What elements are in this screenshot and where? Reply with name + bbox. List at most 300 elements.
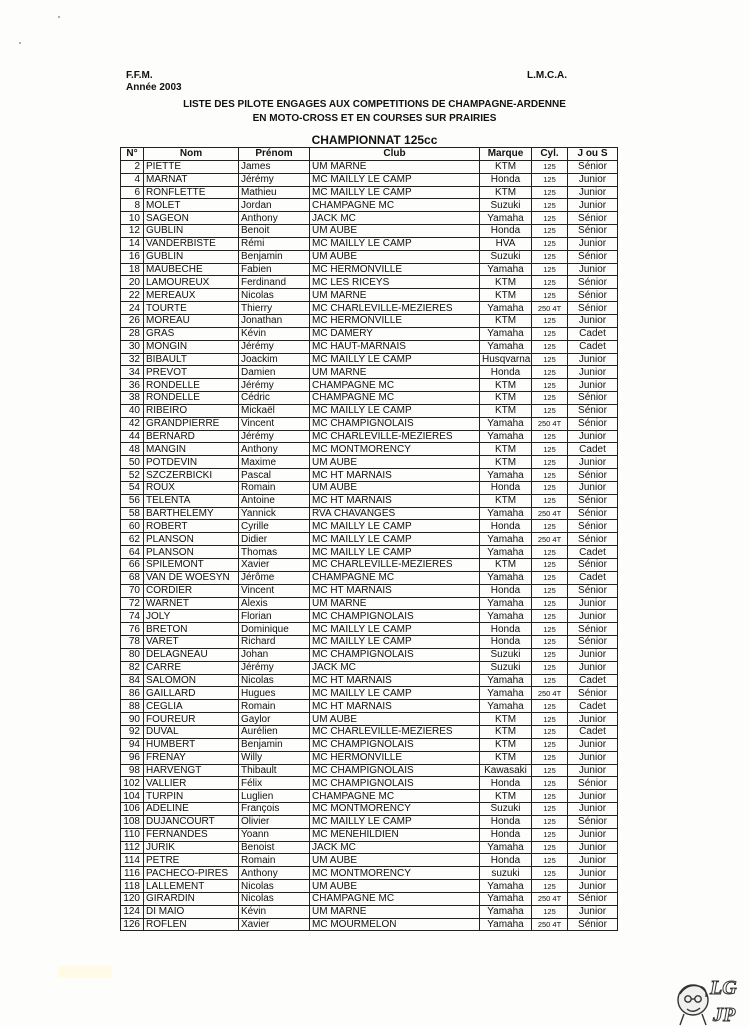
table-row [121, 674, 618, 687]
cell-first-name: Anthony [239, 867, 310, 880]
cell-number: 112 [121, 841, 144, 854]
cell-club: MC MAILLY LE CAMP [310, 533, 480, 546]
cell-category: Junior [568, 430, 618, 443]
cell-first-name: François [239, 803, 310, 816]
cell-club: MC MAILLY LE CAMP [310, 520, 480, 533]
cell-displacement: 125 [532, 520, 568, 533]
cell-first-name: Nicolas [239, 892, 310, 905]
cell-number: 114 [121, 854, 144, 867]
cell-club: MC HT MARNAIS [310, 494, 480, 507]
scan-speck [58, 16, 60, 18]
cell-first-name: Hugues [239, 687, 310, 700]
cell-last-name: MARNAT [144, 173, 239, 186]
cell-number: 40 [121, 404, 144, 417]
cell-club: MC CHAMPIGNOLAIS [310, 648, 480, 661]
cell-last-name: GAILLARD [144, 687, 239, 700]
cell-number: 80 [121, 648, 144, 661]
table-row [121, 520, 618, 533]
table-row [121, 379, 618, 392]
cell-club: MC HAUT-MARNAIS [310, 340, 480, 353]
cell-last-name: CORDIER [144, 584, 239, 597]
cell-number: 36 [121, 379, 144, 392]
logo-text-bottom: JP [713, 1004, 736, 1026]
cell-brand: KTM [480, 456, 532, 469]
cell-category: Cadet [568, 443, 618, 456]
riders-table [120, 147, 618, 931]
cell-club: MC MOURMELON [310, 918, 480, 931]
cell-first-name: Vincent [239, 584, 310, 597]
cell-displacement: 125 [532, 212, 568, 225]
cell-displacement: 125 [532, 173, 568, 186]
cell-brand: Yamaha [480, 700, 532, 713]
cell-last-name: MAUBECHE [144, 263, 239, 276]
cell-club: CHAMPAGNE MC [310, 199, 480, 212]
table-row [121, 417, 618, 430]
table-row [121, 481, 618, 494]
cell-number: 20 [121, 276, 144, 289]
cell-category: Junior [568, 314, 618, 327]
cell-club: RVA CHAVANGES [310, 507, 480, 520]
cell-displacement: 125 [532, 430, 568, 443]
table-row [121, 160, 618, 173]
table-row [121, 815, 618, 828]
cell-category: Sénior [568, 636, 618, 649]
cell-last-name: POTDEVIN [144, 456, 239, 469]
cell-last-name: RONDELLE [144, 379, 239, 392]
cell-club: UM MARNE [310, 366, 480, 379]
cell-number: 94 [121, 738, 144, 751]
cell-last-name: HUMBERT [144, 738, 239, 751]
table-row [121, 623, 618, 636]
cell-displacement: 125 [532, 199, 568, 212]
federation-header [126, 70, 182, 94]
cell-club: MC HT MARNAIS [310, 584, 480, 597]
cell-number: 32 [121, 353, 144, 366]
cell-displacement: 125 [532, 610, 568, 623]
cell-first-name: Fabien [239, 263, 310, 276]
cell-first-name: Nicolas [239, 289, 310, 302]
cell-first-name: Willy [239, 751, 310, 764]
cell-club: CHAMPAGNE MC [310, 571, 480, 584]
table-row [121, 507, 618, 520]
cell-number: 38 [121, 392, 144, 405]
cell-first-name: Jérémy [239, 430, 310, 443]
cell-last-name: GRANDPIERRE [144, 417, 239, 430]
table-row [121, 353, 618, 366]
table-row [121, 443, 618, 456]
cell-displacement: 125 [532, 623, 568, 636]
cell-category: Junior [568, 366, 618, 379]
cell-category: Junior [568, 379, 618, 392]
cell-last-name: DUJANCOURT [144, 815, 239, 828]
cell-category: Cadet [568, 674, 618, 687]
table-row [121, 725, 618, 738]
cell-brand: Yamaha [480, 597, 532, 610]
cell-brand: Yamaha [480, 880, 532, 893]
cell-category: Sénior [568, 302, 618, 315]
cell-last-name: PACHECO-PIRES [144, 867, 239, 880]
cell-category: Junior [568, 764, 618, 777]
cell-last-name: SZCZERBICKI [144, 469, 239, 482]
cell-displacement: 125 [532, 854, 568, 867]
cell-brand: Honda [480, 777, 532, 790]
cell-first-name: Jonathan [239, 314, 310, 327]
cell-displacement: 125 [532, 815, 568, 828]
table-row [121, 327, 618, 340]
table-row [121, 687, 618, 700]
table-row [121, 225, 618, 238]
cell-brand: KTM [480, 186, 532, 199]
cell-number: 92 [121, 725, 144, 738]
table-row [121, 610, 618, 623]
cell-first-name: Johan [239, 648, 310, 661]
cell-displacement: 125 [532, 700, 568, 713]
cell-last-name: TURPIN [144, 790, 239, 803]
cell-category: Sénior [568, 469, 618, 482]
table-row [121, 212, 618, 225]
cell-number: 106 [121, 803, 144, 816]
cell-displacement: 125 [532, 713, 568, 726]
cell-club: MC HT MARNAIS [310, 469, 480, 482]
cell-displacement: 125 [532, 597, 568, 610]
col-header-first-name: Prénom [239, 148, 310, 161]
scan-speck [19, 42, 21, 44]
table-row [121, 173, 618, 186]
table-row [121, 546, 618, 559]
cell-last-name: WARNET [144, 597, 239, 610]
cell-displacement: 250 4T [532, 918, 568, 931]
cell-displacement: 125 [532, 841, 568, 854]
cell-category: Junior [568, 905, 618, 918]
cell-first-name: Kévin [239, 327, 310, 340]
cell-number: 8 [121, 199, 144, 212]
cell-brand: KTM [480, 751, 532, 764]
cell-category: Junior [568, 880, 618, 893]
table-row [121, 456, 618, 469]
cell-displacement: 250 4T [532, 507, 568, 520]
cell-number: 98 [121, 764, 144, 777]
table-header-row [121, 148, 618, 161]
cell-last-name: MEREAUX [144, 289, 239, 302]
cell-number: 62 [121, 533, 144, 546]
cell-first-name: Vincent [239, 417, 310, 430]
table-row [121, 597, 618, 610]
cell-last-name: RIBEIRO [144, 404, 239, 417]
table-row [121, 636, 618, 649]
cell-displacement: 125 [532, 867, 568, 880]
cell-first-name: Alexis [239, 597, 310, 610]
cell-number: 82 [121, 661, 144, 674]
table-row [121, 828, 618, 841]
col-header-club: Club [310, 148, 480, 161]
cell-first-name: Jérémy [239, 661, 310, 674]
cell-club: MC MONTMORENCY [310, 443, 480, 456]
cell-club: MC MAILLY LE CAMP [310, 623, 480, 636]
cell-brand: Yamaha [480, 417, 532, 430]
cell-category: Junior [568, 854, 618, 867]
cell-brand: Suzuki [480, 199, 532, 212]
cell-last-name: JURIK [144, 841, 239, 854]
cell-last-name: FERNANDES [144, 828, 239, 841]
cell-brand: Honda [480, 481, 532, 494]
table-row [121, 700, 618, 713]
cell-category: Junior [568, 597, 618, 610]
cell-displacement: 125 [532, 314, 568, 327]
cell-category: Sénior [568, 687, 618, 700]
cell-brand: Honda [480, 636, 532, 649]
table-row [121, 263, 618, 276]
cell-last-name: GIRARDIN [144, 892, 239, 905]
table-row [121, 738, 618, 751]
cell-number: 116 [121, 867, 144, 880]
table-row [121, 404, 618, 417]
cell-number: 90 [121, 713, 144, 726]
cell-last-name: GUBLIN [144, 250, 239, 263]
cell-displacement: 125 [532, 725, 568, 738]
cell-displacement: 125 [532, 828, 568, 841]
cell-first-name: Dominique [239, 623, 310, 636]
cell-first-name: Didier [239, 533, 310, 546]
cell-last-name: DUVAL [144, 725, 239, 738]
cell-displacement: 125 [532, 546, 568, 559]
cell-brand: Suzuki [480, 648, 532, 661]
cell-category: Junior [568, 610, 618, 623]
cell-club: MC HERMONVILLE [310, 751, 480, 764]
cell-displacement: 125 [532, 494, 568, 507]
table-row [121, 713, 618, 726]
federation-name: F.F.M. [126, 70, 153, 81]
cell-category: Junior [568, 648, 618, 661]
cell-last-name: FRENAY [144, 751, 239, 764]
cell-club: UM AUBE [310, 481, 480, 494]
cell-number: 68 [121, 571, 144, 584]
cell-last-name: VALLIER [144, 777, 239, 790]
cell-first-name: Romain [239, 481, 310, 494]
table-row [121, 199, 618, 212]
cell-club: MC MAILLY LE CAMP [310, 687, 480, 700]
cell-last-name: ROFLEN [144, 918, 239, 931]
cell-club: MC CHAMPIGNOLAIS [310, 764, 480, 777]
cell-club: MC HERMONVILLE [310, 263, 480, 276]
cell-number: 108 [121, 815, 144, 828]
cell-brand: KTM [480, 790, 532, 803]
cell-club: MC MONTMORENCY [310, 803, 480, 816]
cell-brand: KTM [480, 738, 532, 751]
cell-displacement: 125 [532, 250, 568, 263]
cell-brand: KTM [480, 725, 532, 738]
cell-category: Sénior [568, 404, 618, 417]
cell-brand: Yamaha [480, 674, 532, 687]
cell-first-name: Mickaël [239, 404, 310, 417]
cell-displacement: 125 [532, 905, 568, 918]
cell-category: Junior [568, 263, 618, 276]
table-row [121, 250, 618, 263]
cell-category: Junior [568, 353, 618, 366]
cell-number: 18 [121, 263, 144, 276]
col-header-displacement: Cyl. [532, 148, 568, 161]
cell-last-name: BIBAULT [144, 353, 239, 366]
cell-number: 6 [121, 186, 144, 199]
cell-category: Cadet [568, 700, 618, 713]
cell-last-name: RONDELLE [144, 392, 239, 405]
cell-category: Junior [568, 867, 618, 880]
cell-number: 22 [121, 289, 144, 302]
cell-displacement: 125 [532, 674, 568, 687]
cell-club: MC HT MARNAIS [310, 674, 480, 687]
cell-brand: Yamaha [480, 892, 532, 905]
cell-displacement: 125 [532, 584, 568, 597]
cell-club: CHAMPAGNE MC [310, 379, 480, 392]
cell-brand: Yamaha [480, 469, 532, 482]
table-row [121, 366, 618, 379]
cell-category: Sénior [568, 520, 618, 533]
cell-club: MC CHAMPIGNOLAIS [310, 738, 480, 751]
cell-club: MC HERMONVILLE [310, 314, 480, 327]
cell-club: MC MAILLY LE CAMP [310, 546, 480, 559]
cell-brand: KTM [480, 276, 532, 289]
cell-brand: Yamaha [480, 507, 532, 520]
cell-club: MC MAILLY LE CAMP [310, 237, 480, 250]
cell-last-name: BRETON [144, 623, 239, 636]
cell-category: Sénior [568, 584, 618, 597]
cell-brand: HVA [480, 237, 532, 250]
cell-first-name: Anthony [239, 443, 310, 456]
cell-club: MC MENEHILDIEN [310, 828, 480, 841]
cell-number: 4 [121, 173, 144, 186]
cell-brand: KTM [480, 494, 532, 507]
cell-first-name: Anthony [239, 212, 310, 225]
cell-displacement: 125 [532, 481, 568, 494]
cell-last-name: VAN DE WOESYN [144, 571, 239, 584]
cell-last-name: ROUX [144, 481, 239, 494]
cell-first-name: Benoit [239, 225, 310, 238]
cell-brand: Yamaha [480, 905, 532, 918]
cell-number: 104 [121, 790, 144, 803]
cell-last-name: SAGEON [144, 212, 239, 225]
cell-number: 64 [121, 546, 144, 559]
cell-displacement: 250 4T [532, 302, 568, 315]
cell-displacement: 125 [532, 404, 568, 417]
cell-club: MC CHAMPIGNOLAIS [310, 610, 480, 623]
cell-brand: Suzuki [480, 803, 532, 816]
cell-first-name: James [239, 160, 310, 173]
table-row [121, 841, 618, 854]
cell-brand: KTM [480, 392, 532, 405]
cell-number: 30 [121, 340, 144, 353]
table-row [121, 289, 618, 302]
cell-first-name: Rémi [239, 237, 310, 250]
cell-first-name: Florian [239, 610, 310, 623]
cell-brand: Suzuki [480, 250, 532, 263]
cell-number: 10 [121, 212, 144, 225]
cell-displacement: 125 [532, 880, 568, 893]
cell-club: UM AUBE [310, 713, 480, 726]
cell-first-name: Olivier [239, 815, 310, 828]
cell-last-name: PETRE [144, 854, 239, 867]
cell-category: Sénior [568, 815, 618, 828]
table-row [121, 790, 618, 803]
cell-brand: Honda [480, 854, 532, 867]
cell-displacement: 125 [532, 751, 568, 764]
cell-number: 26 [121, 314, 144, 327]
table-row [121, 469, 618, 482]
cell-club: MC MAILLY LE CAMP [310, 173, 480, 186]
cell-club: UM MARNE [310, 597, 480, 610]
table-row [121, 803, 618, 816]
cell-category: Junior [568, 237, 618, 250]
cell-category: Sénior [568, 892, 618, 905]
cell-category: Cadet [568, 546, 618, 559]
cell-brand: Honda [480, 173, 532, 186]
table-row [121, 237, 618, 250]
cell-displacement: 125 [532, 353, 568, 366]
cell-displacement: 125 [532, 636, 568, 649]
cell-first-name: Kévin [239, 905, 310, 918]
cell-first-name: Félix [239, 777, 310, 790]
cell-club: MC MAILLY LE CAMP [310, 186, 480, 199]
cell-brand: Yamaha [480, 610, 532, 623]
cell-club: MC MAILLY LE CAMP [310, 353, 480, 366]
cell-last-name: VANDERBISTE [144, 237, 239, 250]
cell-category: Junior [568, 199, 618, 212]
cell-club: UM AUBE [310, 225, 480, 238]
table-row [121, 533, 618, 546]
col-header-last-name: Nom [144, 148, 239, 161]
cell-category: Junior [568, 841, 618, 854]
cell-brand: Honda [480, 584, 532, 597]
cell-number: 58 [121, 507, 144, 520]
cell-last-name: DI MAIO [144, 905, 239, 918]
cell-category: Sénior [568, 212, 618, 225]
cell-category: Cadet [568, 571, 618, 584]
cell-first-name: Cyrille [239, 520, 310, 533]
cell-club: JACK MC [310, 841, 480, 854]
cell-displacement: 125 [532, 340, 568, 353]
cell-category: Junior [568, 186, 618, 199]
cell-first-name: Xavier [239, 918, 310, 931]
document-title [0, 98, 749, 126]
cell-number: 96 [121, 751, 144, 764]
cell-first-name: Romain [239, 700, 310, 713]
cell-category: Junior [568, 456, 618, 469]
cell-number: 16 [121, 250, 144, 263]
cell-first-name: Damien [239, 366, 310, 379]
cell-first-name: Pascal [239, 469, 310, 482]
cell-displacement: 125 [532, 738, 568, 751]
cell-last-name: TOURTE [144, 302, 239, 315]
table-row [121, 494, 618, 507]
cell-club: MC MAILLY LE CAMP [310, 636, 480, 649]
title-line-1: LISTE DES PILOTE ENGAGES AUX COMPETITIONS DE CHAMPAGNE-ARDENNE [183, 99, 566, 110]
cell-category: Sénior [568, 623, 618, 636]
cell-number: 86 [121, 687, 144, 700]
cell-club: MC DAMERY [310, 327, 480, 340]
cell-club: MC CHAMPIGNOLAIS [310, 777, 480, 790]
cell-last-name: LALLEMENT [144, 880, 239, 893]
cell-first-name: Cédric [239, 392, 310, 405]
table-row [121, 777, 618, 790]
cell-displacement: 125 [532, 366, 568, 379]
cell-displacement: 125 [532, 392, 568, 405]
cell-category: Junior [568, 790, 618, 803]
cell-first-name: Romain [239, 854, 310, 867]
cell-club: CHAMPAGNE MC [310, 892, 480, 905]
cell-first-name: Jordan [239, 199, 310, 212]
cell-last-name: SPILEMONT [144, 559, 239, 572]
cell-number: 124 [121, 905, 144, 918]
cell-last-name: BARTHELEMY [144, 507, 239, 520]
cell-number: 72 [121, 597, 144, 610]
